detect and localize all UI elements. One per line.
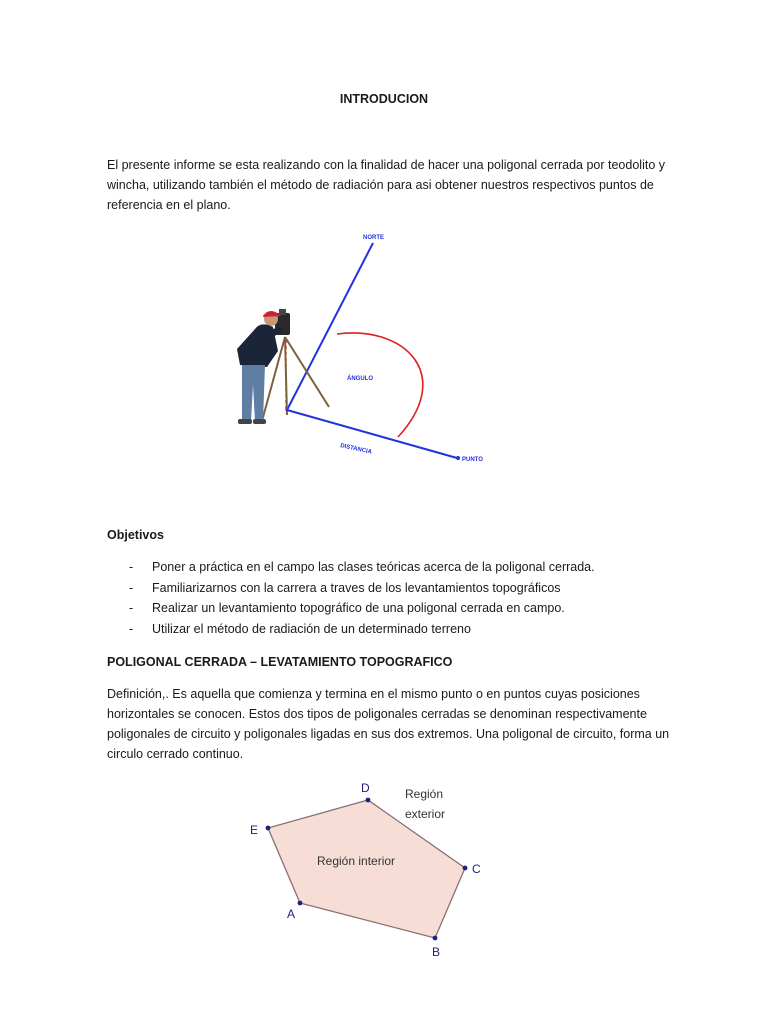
angle-arc xyxy=(337,333,423,437)
label-c: C xyxy=(472,862,481,876)
vertex-e xyxy=(266,826,271,831)
page-title: INTRODUCION xyxy=(339,92,429,106)
vertex-d xyxy=(366,798,371,803)
label-e: E xyxy=(250,823,259,837)
list-bullet: - xyxy=(129,580,134,595)
list-item xyxy=(107,557,595,578)
punto-point xyxy=(456,456,460,460)
closed-polygon-figure xyxy=(240,770,500,965)
list-item-text: Realizar un levantamiento topográfico de una poligonal cerrada en campo. xyxy=(152,601,565,615)
list-item xyxy=(107,598,595,619)
list-bullet: - xyxy=(129,560,134,574)
label-d: D xyxy=(361,781,370,795)
objetivos-heading: Objetivos xyxy=(107,528,164,542)
exterior-label-line2: exterior xyxy=(405,807,446,821)
list-bullet: - xyxy=(129,601,134,615)
norte-label: NORTE xyxy=(363,235,384,241)
exterior-label-line1: Región xyxy=(405,787,444,801)
interior-label: Región interior xyxy=(317,854,396,868)
station-point xyxy=(286,409,289,412)
list-item xyxy=(107,619,595,640)
list-bullet: - xyxy=(129,621,134,636)
vertex-b xyxy=(433,936,438,941)
punto-label: PUNTO xyxy=(462,457,483,463)
section-heading: POLIGONAL CERRADA – LEVATAMIENTO TOPOGRAFICO xyxy=(107,655,453,669)
objetivos-list xyxy=(107,557,595,639)
list-item-text: Utilizar el método de radiación de un determinado terreno xyxy=(152,621,471,636)
vertex-c xyxy=(463,866,468,871)
surveyor-figure xyxy=(237,309,329,424)
distancia-label: DISTANCIA xyxy=(339,443,373,456)
list-item-text: Familiarizarnos con la carrera a traves de los levantamientos topográficos xyxy=(152,580,561,595)
angulo-label: ÁNGULO xyxy=(347,376,373,382)
north-line xyxy=(287,243,373,410)
label-a: A xyxy=(287,907,296,921)
vertex-a xyxy=(298,901,303,906)
list-item xyxy=(107,578,595,599)
radiation-method-figure xyxy=(225,225,505,470)
label-b: B xyxy=(432,945,441,959)
intro-paragraph: El presente informe se esta realizando con la finalidad de hacer una poligonal cerrada por teodolito y wincha, utilizando también el método de radiación para asi obtener nuestros respectivos puntos de referencia en el plano. xyxy=(107,158,665,212)
definition-paragraph: Definición,. Es aquella que comienza y termina en el mismo punto o en puntos cuyas posiciones horizontales se conocen. Estos dos tipos de poligonales cerradas se denominan respectivamente poligonales de circuito y poligonales ligadas en sus dos extremos. Una poligonal de circuito, forma un circulo cerrado continuo. xyxy=(107,687,670,761)
list-item-text: Poner a práctica en el campo las clases teóricas acerca de la poligonal cerrada. xyxy=(152,560,595,574)
